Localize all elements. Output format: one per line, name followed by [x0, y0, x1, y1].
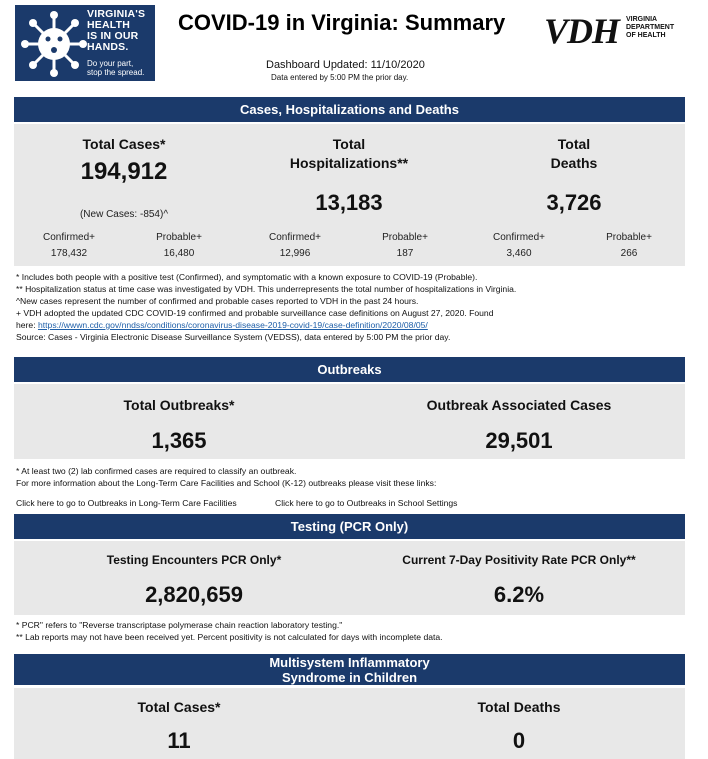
- breakdown-label: Probable+: [382, 232, 428, 243]
- total-outbreaks-value: 1,365: [151, 428, 207, 453]
- total-outbreaks-label: Total Outbreaks*: [123, 397, 235, 413]
- deaths-label-1: Total: [557, 136, 591, 152]
- cdc-case-definition-link[interactable]: https://wwwn.cdc.gov/nndss/conditions/coronavirus-disease-2019-covid-19/case-definition/2020/08/05/: [37, 320, 428, 330]
- breakdown-label: Confirmed+: [269, 232, 321, 243]
- breakdown-label: Probable+: [156, 232, 202, 243]
- page-title: COVID-19 in Virginia: Summary: [178, 10, 506, 35]
- breakdown-value: 3,460: [506, 248, 532, 259]
- breakdown-label: Probable+: [606, 232, 652, 243]
- testing-panel: [14, 541, 685, 615]
- outbreaks-panel: [14, 384, 685, 459]
- mis-c-panel: [14, 688, 685, 759]
- school-outbreaks-link[interactable]: Click here to go to Outbreaks in School Settings: [275, 498, 458, 508]
- breakdown-value: 16,480: [163, 248, 195, 259]
- hospitalizations-label-1: Total: [332, 136, 366, 152]
- total-cases-label: Total Cases*: [82, 136, 166, 152]
- outbreak-cases-label: Outbreak Associated Cases: [426, 397, 612, 413]
- positivity-rate-value: 6.2%: [493, 582, 545, 607]
- breakdown-label: Confirmed+: [493, 232, 545, 243]
- cases-notes: * Includes both people with a positive test (Confirmed), and symptomatic with a known exposure to COVID-19 (Probable). ** Hospitalization status at time case was investigated by VDH. This underrepresents the total number of hospitalizations in Virginia. ^New cases represent the number of confirmed and probable cases reported to VDH in the past 24 hours. + VDH adopted the updated CDC COVID-19 confirmed and probable surveillance case definitions on August 27, 2020. Found here: https://wwwn.cdc.gov/nndss/conditions/coronavirus-disease-2019-covid-19/case-definition/2020/08/05/ Source: Cases - Virginia Electronic Disease Surveillance System (VEDSS), data entered by 5:00 PM the prior day.: [16, 272, 517, 342]
- mis-c-cases-label: Total Cases*: [137, 699, 221, 715]
- testing-notes: * PCR" refers to "Reverse transcriptase polymerase chain reaction laboratory testing." ** Lab reports may not have been received yet. Percent positivity is not calculated for days with incomplete data.: [16, 620, 443, 642]
- hospitalizations-label-2: Hospitalizations**: [289, 155, 409, 171]
- breakdown-label: Confirmed+: [43, 232, 95, 243]
- section-bar-testing: Testing (PCR Only): [14, 514, 685, 539]
- total-cases-value: 194,912: [80, 158, 168, 185]
- breakdown-value: 178,432: [50, 248, 88, 259]
- hospitalizations-value: 13,183: [315, 190, 383, 215]
- mis-c-deaths-label: Total Deaths: [477, 699, 561, 715]
- positivity-rate-label: Current 7-Day Positivity Rate PCR Only**: [402, 553, 636, 567]
- logo-subtext: Do your part, stop the spread.: [87, 59, 145, 77]
- logo-text: VIRGINIA'S HEALTH IS IN OUR HANDS.: [87, 8, 146, 53]
- deaths-label-2: Deaths: [550, 155, 598, 171]
- testing-encounters-value: 2,820,659: [145, 582, 243, 607]
- cases-panel: [14, 124, 685, 266]
- updated-note: Data entered by 5:00 PM the prior day.: [271, 73, 409, 82]
- deaths-value: 3,726: [546, 190, 602, 215]
- campaign-logo: [15, 5, 155, 81]
- mis-c-cases-value: 11: [167, 728, 191, 753]
- testing-encounters-label: Testing Encounters PCR Only*: [106, 553, 282, 567]
- outbreak-cases-value: 29,501: [485, 428, 553, 453]
- ltc-outbreaks-link[interactable]: Click here to go to Outbreaks in Long-Term Care Facilities: [16, 498, 237, 508]
- vdh-logo: VDH VIRGINIA DEPARTMENT OF HEALTH: [544, 11, 675, 51]
- new-cases: (New Cases: -854)^: [79, 209, 169, 220]
- section-bar-mis-c: Multisystem Inflammatory Syndrome in Children: [14, 654, 685, 685]
- section-bar-cases: Cases, Hospitalizations and Deaths: [14, 97, 685, 122]
- section-bar-outbreaks: Outbreaks: [14, 357, 685, 382]
- dashboard-updated: Dashboard Updated: 11/10/2020: [266, 59, 425, 71]
- breakdown-value: 187: [396, 248, 414, 259]
- mis-c-deaths-value: 0: [512, 728, 526, 753]
- outbreaks-notes: * At least two (2) lab confirmed cases are required to classify an outbreak. For more information about the Long-Term Care Facilities and School (K-12) outbreaks please visit these links:: [16, 466, 437, 488]
- virus-icon: [19, 9, 89, 79]
- breakdown-value: 266: [620, 248, 638, 259]
- breakdown-value: 12,996: [279, 248, 311, 259]
